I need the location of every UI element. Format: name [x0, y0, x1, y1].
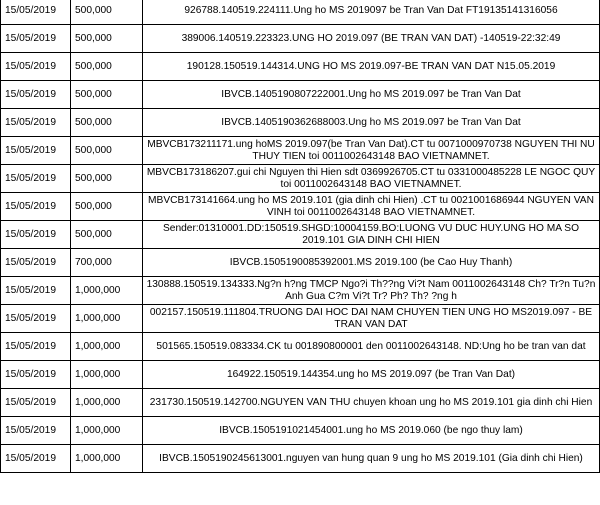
amount-cell: 1,000,000 [71, 389, 143, 417]
description-cell: 926788.140519.224111.Ung ho MS 2019097 be Tran Van Dat FT19135141316056 [143, 0, 600, 25]
description-cell: MBVCB173186207.gui chi Nguyen thi Hien sdt 0369926705.CT tu 0331000485228 LE NGOC QUY toi 0011002643148 BAO VIETNAMNET. [143, 165, 600, 193]
table-row [1, 53, 600, 81]
table-row [1, 389, 600, 417]
amount-cell: 500,000 [71, 193, 143, 221]
date-cell: 15/05/2019 [1, 109, 71, 137]
description-cell: IBVCB.1505190085392001.MS 2019.100 (be Cao Huy Thanh) [143, 249, 600, 277]
table-row [1, 25, 600, 53]
amount-cell: 500,000 [71, 221, 143, 249]
description-cell: IBVCB.1505190245613001.nguyen van hung quan 9 ung ho MS 2019.101 (Gia dinh chi Hien) [143, 445, 600, 473]
date-cell: 15/05/2019 [1, 277, 71, 305]
amount-cell: 1,000,000 [71, 445, 143, 473]
amount-cell: 500,000 [71, 0, 143, 25]
table-row [1, 305, 600, 333]
table-row [1, 221, 600, 249]
date-cell: 15/05/2019 [1, 249, 71, 277]
date-cell: 15/05/2019 [1, 305, 71, 333]
amount-cell: 1,000,000 [71, 417, 143, 445]
table-row [1, 81, 600, 109]
table-row [1, 249, 600, 277]
description-cell: 164922.150519.144354.ung ho MS 2019.097 (be Tran Van Dat) [143, 361, 600, 389]
description-cell: IBVCB.1405190807222001.Ung ho MS 2019.097 be Tran Van Dat [143, 81, 600, 109]
table-row [1, 137, 600, 165]
description-cell: 190128.150519.144314.UNG HO MS 2019.097-BE TRAN VAN DAT N15.05.2019 [143, 53, 600, 81]
table-row [1, 361, 600, 389]
amount-cell: 500,000 [71, 53, 143, 81]
date-cell: 15/05/2019 [1, 81, 71, 109]
description-cell: IBVCB.1405190362688003.Ung ho MS 2019.097 be Tran Van Dat [143, 109, 600, 137]
table-row [1, 165, 600, 193]
table-row [1, 277, 600, 305]
date-cell: 15/05/2019 [1, 389, 71, 417]
amount-cell: 1,000,000 [71, 361, 143, 389]
amount-cell: 500,000 [71, 25, 143, 53]
table-row [1, 109, 600, 137]
amount-cell: 500,000 [71, 137, 143, 165]
amount-cell: 1,000,000 [71, 277, 143, 305]
amount-cell: 700,000 [71, 249, 143, 277]
date-cell: 15/05/2019 [1, 333, 71, 361]
amount-cell: 1,000,000 [71, 305, 143, 333]
date-cell: 15/05/2019 [1, 221, 71, 249]
amount-cell: 500,000 [71, 109, 143, 137]
description-cell: 130888.150519.134333.Ng?n h?ng TMCP Ngo?i Th??ng Vi?t Nam 0011002643148 Ch? Tr?n Tu?n Anh Gua C?m Vi?t Tr? Ph? Th? ?ng h [143, 277, 600, 305]
table-row [1, 333, 600, 361]
description-cell: Sender:01310001.DD:150519.SHGD:10004159.BO:LUONG VU DUC HUY.UNG HO MA SO 2019.101 GIA DINH CHI HIEN [143, 221, 600, 249]
amount-cell: 1,000,000 [71, 333, 143, 361]
amount-cell: 500,000 [71, 165, 143, 193]
description-cell: IBVCB.1505191021454001.ung ho MS 2019.060 (be ngo thuy lam) [143, 417, 600, 445]
description-cell: MBVCB173141664.ung ho MS 2019.101 (gia dinh chi Hien) .CT tu 0021001686944 NGUYEN VAN VINH toi 0011002643148 BAO VIETNAMNET. [143, 193, 600, 221]
table-row [1, 417, 600, 445]
date-cell: 15/05/2019 [1, 0, 71, 25]
date-cell: 15/05/2019 [1, 165, 71, 193]
date-cell: 15/05/2019 [1, 361, 71, 389]
date-cell: 15/05/2019 [1, 25, 71, 53]
description-cell: 002157.150519.111804.TRUONG DAI HOC DAI NAM CHUYEN TIEN UNG HO MS2019.097 - BE TRAN VAN DAT [143, 305, 600, 333]
date-cell: 15/05/2019 [1, 53, 71, 81]
date-cell: 15/05/2019 [1, 445, 71, 473]
description-cell: 501565.150519.083334.CK tu 001890800001 den 0011002643148. ND:Ung ho be tran van dat [143, 333, 600, 361]
date-cell: 15/05/2019 [1, 193, 71, 221]
description-cell: MBVCB173211171.ung hoMS 2019.097(be Tran Van Dat).CT tu 0071000970738 NGUYEN THI NU THUY TIEN toi 0011002643148 BAO VIETNAMNET. [143, 137, 600, 165]
description-cell: 389006.140519.223323.UNG HO 2019.097 (BE TRAN VAN DAT) -140519-22:32:49 [143, 25, 600, 53]
transactions-body [1, 0, 600, 473]
amount-cell: 500,000 [71, 81, 143, 109]
table-row [1, 445, 600, 473]
date-cell: 15/05/2019 [1, 137, 71, 165]
description-cell: 231730.150519.142700.NGUYEN VAN THU chuyen khoan ung ho MS 2019.101 gia dinh chi Hien [143, 389, 600, 417]
table-row [1, 193, 600, 221]
table-row [1, 0, 600, 25]
date-cell: 15/05/2019 [1, 417, 71, 445]
